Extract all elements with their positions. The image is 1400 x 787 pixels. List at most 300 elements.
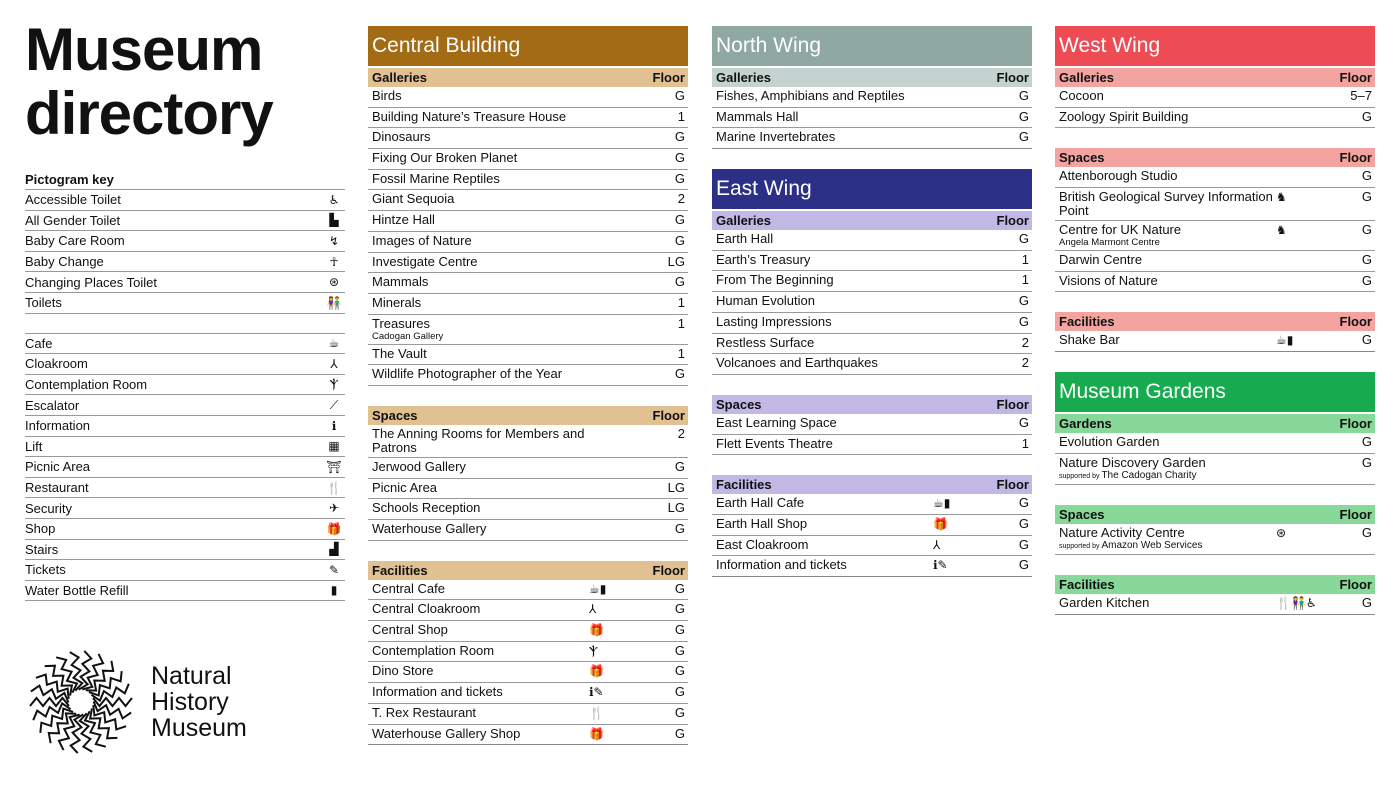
location-name-text: Garden Kitchen <box>1059 594 1150 610</box>
location-name-text: Birds <box>372 88 402 103</box>
floor-value: G <box>1361 168 1372 184</box>
location-name <box>716 558 933 572</box>
floor-value: G <box>1361 434 1372 450</box>
facility-icons: ℹ✎ <box>933 558 948 573</box>
directory-row <box>1055 87 1375 108</box>
museum-gardens-heading: Museum Gardens <box>1055 372 1375 412</box>
location-name <box>372 296 589 310</box>
cafe-icon: ☕ <box>328 336 340 351</box>
location-name <box>716 336 933 350</box>
key-row <box>25 478 345 499</box>
picnic-area-icon: ⛩ <box>326 459 342 474</box>
floor-value: LG <box>667 253 685 269</box>
museum-gardens-facilities-section <box>1055 575 1375 615</box>
location-name <box>1059 333 1276 347</box>
directory-row <box>712 108 1032 129</box>
location-name <box>1059 169 1276 183</box>
section-header <box>712 395 1032 414</box>
location-name-text: Contemplation Room <box>372 642 495 658</box>
location-name <box>372 255 589 269</box>
floor-value: G <box>1361 222 1372 238</box>
location-name <box>372 522 589 536</box>
location-name <box>716 253 933 267</box>
location-name-text: Earth’s Treasury <box>716 251 811 267</box>
location-name-text: Wildlife Photographer of the Year <box>372 366 563 382</box>
floor-value: G <box>674 684 685 700</box>
floor-column-label: Floor <box>996 396 1029 412</box>
location-name <box>716 110 933 124</box>
directory-row <box>368 704 688 725</box>
floor-value: 2 <box>1021 334 1029 350</box>
directory-row <box>368 683 688 704</box>
floor-column-label: Floor <box>652 562 685 578</box>
west-wing-gardens-column <box>1055 26 1375 635</box>
location-name <box>372 685 589 699</box>
directory-row <box>368 190 688 211</box>
floor-value: G <box>1018 414 1029 430</box>
facility-icons: 🎁 <box>589 664 604 679</box>
location-name-text: Centre for UK Nature <box>1059 222 1182 238</box>
section-header <box>368 68 688 87</box>
floor-value: G <box>1018 231 1029 247</box>
location-name <box>372 110 589 124</box>
directory-row <box>368 662 688 683</box>
location-name-text: From The Beginning <box>716 272 834 288</box>
floor-value: G <box>1018 313 1029 329</box>
location-name-text: Shake Bar <box>1059 332 1120 348</box>
floor-value: G <box>1018 293 1029 309</box>
location-name <box>372 367 589 381</box>
logo-line-3: Museum <box>151 714 247 743</box>
location-name-text: Earth Hall Cafe <box>716 495 805 511</box>
floor-value: G <box>1361 332 1372 348</box>
key-row <box>25 581 345 602</box>
directory-row <box>368 499 688 520</box>
location-name-text: Building Nature’s Treasure House <box>372 108 567 124</box>
section-header-label: Galleries <box>716 213 771 229</box>
floor-value: G <box>674 622 685 638</box>
key-label: Cafe <box>25 335 53 351</box>
floor-value: G <box>1361 594 1372 610</box>
key-row <box>25 293 345 314</box>
location-name <box>716 416 933 430</box>
location-name-text: Hintze Hall <box>372 212 435 228</box>
floor-value: G <box>674 170 685 186</box>
location-name <box>372 192 589 206</box>
location-name-text: British Geological Survey Information Point <box>1059 189 1273 219</box>
section-header-label: Spaces <box>1059 150 1105 166</box>
directory-row <box>712 271 1032 292</box>
key-row <box>25 457 345 478</box>
key-label: Baby Change <box>25 254 104 270</box>
location-name <box>1059 253 1276 267</box>
directory-row <box>712 536 1032 557</box>
location-name <box>716 315 933 329</box>
cloakroom-icon: ⅄ <box>330 356 338 371</box>
floor-value: G <box>1018 557 1029 573</box>
directory-row <box>712 128 1032 149</box>
pictogram-key-group-1 <box>25 190 345 314</box>
location-name-text: Information and tickets <box>372 684 503 700</box>
floor-value: G <box>674 366 685 382</box>
west-wing-facilities-section <box>1055 312 1375 352</box>
location-name-text: Earth Hall Shop <box>716 515 808 531</box>
location-name-text: Images of Nature <box>372 232 472 248</box>
section-header-label: Facilities <box>372 562 428 578</box>
location-name <box>372 151 589 165</box>
section-header-label: Gardens <box>1059 416 1112 432</box>
location-name-text: Human Evolution <box>716 293 815 309</box>
key-row <box>25 437 345 458</box>
toilets-icon: 👫 <box>326 295 342 310</box>
shop-icon: 🎁 <box>326 521 342 536</box>
location-name <box>372 582 589 596</box>
location-name-text: Darwin Centre <box>1059 252 1143 268</box>
key-label: Baby Care Room <box>25 233 125 249</box>
floor-value: G <box>674 521 685 536</box>
facility-icons: ☕▮ <box>1276 333 1294 348</box>
location-name <box>716 89 933 103</box>
directory-row <box>368 108 688 129</box>
location-name <box>1059 596 1276 610</box>
location-name <box>372 427 589 455</box>
location-name-text: Evolution Garden <box>1059 434 1160 450</box>
directory-row <box>712 556 1032 577</box>
location-name-text: Minerals <box>372 294 422 310</box>
supporter-line <box>1059 540 1276 552</box>
location-name <box>372 460 589 474</box>
location-name <box>716 273 933 287</box>
section-header <box>1055 414 1375 433</box>
museum-gardens-gardens-section <box>1055 372 1375 485</box>
section-header-label: Spaces <box>716 396 762 412</box>
directory-row <box>1055 594 1375 615</box>
facility-icons: ☕▮ <box>933 496 951 511</box>
directory-row <box>712 334 1032 355</box>
directory-row <box>712 515 1032 536</box>
directory-row <box>368 294 688 315</box>
location-name <box>372 664 589 678</box>
baby-change-icon: ☥ <box>329 254 339 269</box>
location-name-text: Flett Events Theatre <box>716 435 833 451</box>
key-row <box>25 272 345 293</box>
floor-value: G <box>674 274 685 290</box>
baby-care-room-icon: ↯ <box>328 233 340 248</box>
floor-value: G <box>1018 495 1029 511</box>
key-label: Security <box>25 500 72 516</box>
section-header-label: Facilities <box>1059 576 1115 592</box>
location-name <box>372 317 589 342</box>
east-wing-spaces-section <box>712 395 1032 455</box>
floor-value: 1 <box>677 294 685 310</box>
location-name-text: Fishes, Amphibians and Reptiles <box>716 88 905 103</box>
key-label: Accessible Toilet <box>25 192 121 208</box>
key-row <box>25 252 345 273</box>
north-wing-heading: North Wing <box>712 26 1032 66</box>
location-name <box>372 644 589 658</box>
contemplation-room-icon: Ⲯ <box>329 377 339 392</box>
logo-line-2: History <box>151 688 229 717</box>
facility-icons: ⅄ <box>589 602 597 617</box>
central-building-column <box>368 26 688 765</box>
location-name <box>716 538 933 552</box>
directory-row <box>368 149 688 170</box>
location-name <box>716 356 933 370</box>
section-header <box>368 561 688 580</box>
key-label: Toilets <box>25 295 62 311</box>
all-gender-toilet-icon: ▙ <box>329 213 339 228</box>
key-row <box>25 395 345 416</box>
directory-row <box>712 494 1032 515</box>
floor-value: LG <box>667 500 685 516</box>
page-title <box>25 18 345 146</box>
location-name-text: East Learning Space <box>716 414 837 430</box>
directory-row <box>368 600 688 621</box>
directory-row <box>712 251 1032 272</box>
location-name <box>1059 190 1276 218</box>
north-wing-wing <box>712 26 1032 149</box>
floor-column-label: Floor <box>1339 314 1372 330</box>
floor-value: G <box>1018 515 1029 531</box>
location-name <box>372 501 589 515</box>
floor-column-label: Floor <box>996 70 1029 85</box>
key-label: Restaurant <box>25 480 89 496</box>
section-header-label: Spaces <box>1059 506 1105 522</box>
west-wing-wing <box>1055 26 1375 352</box>
directory-row <box>368 253 688 274</box>
floor-value: G <box>1018 88 1029 103</box>
location-name <box>716 232 933 246</box>
section-header <box>1055 68 1375 87</box>
directory-row <box>1055 524 1375 555</box>
west-wing-galleries-section <box>1055 26 1375 128</box>
key-label: Cloakroom <box>25 356 88 372</box>
directory-row <box>368 425 688 458</box>
facility-icons: ⅄ <box>933 537 941 552</box>
floor-value: 2 <box>1021 355 1029 371</box>
location-name <box>372 347 589 361</box>
location-name-text: Lasting Impressions <box>716 313 832 329</box>
location-name-text: Dinosaurs <box>372 129 431 145</box>
floor-column-label: Floor <box>1339 70 1372 85</box>
directory-row <box>712 87 1032 108</box>
location-name-text: Fossil Marine Reptiles <box>372 170 500 186</box>
accessible-toilet-icon: ♿ <box>328 192 340 207</box>
location-name-text: The Vault <box>372 345 427 361</box>
section-header <box>712 475 1032 494</box>
directory-row <box>368 725 688 746</box>
floor-value: G <box>674 232 685 248</box>
key-label: Stairs <box>25 541 59 557</box>
nhm-logo <box>25 646 345 758</box>
directory-row <box>368 273 688 294</box>
location-name-text: Nature Activity Centre <box>1059 524 1185 540</box>
directory-row <box>368 365 688 386</box>
key-row <box>25 540 345 561</box>
location-name <box>372 602 589 616</box>
directory-row <box>1055 221 1375 251</box>
location-name <box>372 213 589 227</box>
location-name-text: Earth Hall <box>716 231 774 247</box>
floor-value: G <box>674 88 685 103</box>
key-row <box>25 560 345 581</box>
logo-line-1: Natural <box>151 662 232 691</box>
location-name-text: Central Cafe <box>372 580 445 596</box>
key-label: Changing Places Toilet <box>25 274 158 290</box>
key-row <box>25 519 345 540</box>
floor-value: G <box>1361 252 1372 268</box>
location-subtitle: Angela Marmont Centre <box>1059 237 1160 249</box>
water-bottle-refill-icon: ▮ <box>330 583 338 598</box>
floor-value: G <box>1018 536 1029 552</box>
section-header <box>712 68 1032 87</box>
directory-row <box>1055 108 1375 129</box>
east-wing-heading: East Wing <box>712 169 1032 209</box>
north-east-wing-column <box>712 26 1032 597</box>
directory-row <box>1055 188 1375 221</box>
location-name-text: Nature Discovery Garden <box>1059 454 1206 470</box>
facility-icons: Ⲯ <box>589 643 598 658</box>
section-header <box>1055 505 1375 524</box>
floor-value: LG <box>667 479 685 495</box>
key-column <box>25 18 345 758</box>
floor-value: 2 <box>677 191 685 207</box>
directory-row <box>712 435 1032 456</box>
escalator-icon: ⟋ <box>329 397 339 412</box>
directory-row <box>712 292 1032 313</box>
directory-row <box>368 232 688 253</box>
location-name <box>1059 223 1276 248</box>
location-name-text: Investigate Centre <box>372 253 478 269</box>
logo-ray <box>94 702 132 719</box>
title-line-1: Museum <box>25 16 263 83</box>
directory-row <box>368 315 688 345</box>
section-header-label: Facilities <box>1059 314 1115 330</box>
directory-row <box>368 520 688 541</box>
supporter-name: Amazon Web Services <box>1101 539 1203 551</box>
location-name-text: Jerwood Gallery <box>372 458 466 474</box>
floor-value: G <box>1018 108 1029 124</box>
location-name-text: Zoology Spirit Building <box>1059 108 1189 124</box>
floor-value: G <box>1018 129 1029 145</box>
location-name <box>716 517 933 531</box>
lift-icon: ▦ <box>328 439 340 454</box>
location-name <box>372 481 589 495</box>
floor-column-label: Floor <box>1339 416 1372 432</box>
section-header <box>712 211 1032 230</box>
stairs-icon: ▟ <box>329 542 339 557</box>
key-label: Picnic Area <box>25 459 91 475</box>
pictogram-key-heading: Pictogram key <box>25 172 345 190</box>
floor-value: G <box>674 129 685 145</box>
location-name-text: Schools Reception <box>372 500 481 516</box>
location-name-text: Treasures <box>372 315 431 331</box>
facility-icons: 🎁 <box>933 516 948 531</box>
location-name <box>1059 526 1276 552</box>
floor-value: G <box>674 663 685 679</box>
key-row <box>25 375 345 396</box>
floor-value: G <box>674 642 685 658</box>
key-label: Shop <box>25 521 56 537</box>
floor-column-label: Floor <box>652 70 685 85</box>
floor-column-label: Floor <box>1339 150 1372 166</box>
central-building-wing <box>368 26 688 745</box>
floor-value: 1 <box>1021 435 1029 451</box>
directory-row <box>368 580 688 601</box>
facility-icons: 🎁 <box>589 726 604 741</box>
directory-row <box>368 128 688 149</box>
floor-value: G <box>674 580 685 596</box>
floor-value: 2 <box>677 425 685 441</box>
facility-icons: ♞ <box>1276 190 1287 205</box>
facility-icons: ♞ <box>1276 223 1287 238</box>
facility-icons: ☕▮ <box>589 581 607 596</box>
supported-by-label: supported by <box>1059 542 1100 550</box>
directory-row <box>368 642 688 663</box>
location-name <box>372 623 589 637</box>
floor-column-label: Floor <box>1339 576 1372 592</box>
key-label: Water Bottle Refill <box>25 582 129 598</box>
key-row <box>25 354 345 375</box>
location-name-text: Restless Surface <box>716 334 815 350</box>
section-header-label: Facilities <box>716 477 772 493</box>
east-wing-wing <box>712 169 1032 577</box>
changing-places-toilet-icon: ⊛ <box>328 275 340 290</box>
directory-row <box>368 345 688 366</box>
location-name-text: Central Shop <box>372 622 448 638</box>
west-wing-heading: West Wing <box>1055 26 1375 66</box>
location-name-text: Central Cloakroom <box>372 601 481 617</box>
key-label: Contemplation Room <box>25 377 148 393</box>
location-name-text: Mammals <box>372 274 429 290</box>
location-name <box>372 727 589 741</box>
facility-icons: 🎁 <box>589 623 604 638</box>
floor-column-label: Floor <box>996 213 1029 229</box>
floor-value: G <box>674 150 685 166</box>
key-label: Tickets <box>25 562 66 578</box>
directory-row <box>712 354 1032 375</box>
location-name <box>1059 89 1276 103</box>
section-header <box>1055 148 1375 167</box>
location-name <box>372 706 589 720</box>
nhm-logo-mark <box>25 646 137 758</box>
directory-row <box>1055 167 1375 188</box>
key-row <box>25 231 345 252</box>
floor-value: G <box>674 725 685 741</box>
key-label: Information <box>25 418 91 434</box>
floor-column-label: Floor <box>1339 506 1372 522</box>
information-icon: ℹ <box>331 418 337 433</box>
key-row <box>25 211 345 232</box>
logo-ray <box>31 686 69 703</box>
location-name <box>716 130 933 144</box>
directory-row <box>368 479 688 500</box>
key-divider <box>25 314 345 334</box>
museum-gardens-spaces-section <box>1055 505 1375 555</box>
location-name-text: Marine Invertebrates <box>716 129 836 145</box>
directory-row <box>712 230 1032 251</box>
floor-value: G <box>1361 108 1372 124</box>
section-header-label: Galleries <box>372 70 427 85</box>
location-name-text: Cocoon <box>1059 88 1104 103</box>
floor-value: 1 <box>1021 251 1029 267</box>
directory-row <box>368 211 688 232</box>
location-name-text: Mammals Hall <box>716 108 799 124</box>
directory-row <box>368 621 688 642</box>
location-name-text: Information and tickets <box>716 557 847 573</box>
location-name <box>1059 456 1276 482</box>
section-header <box>368 406 688 425</box>
